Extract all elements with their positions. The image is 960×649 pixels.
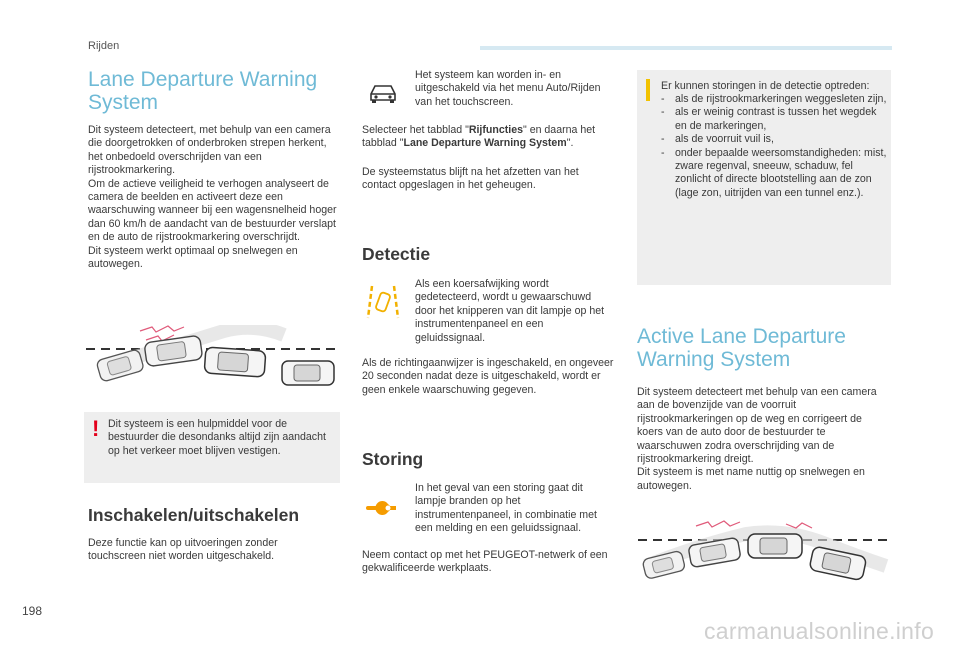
info-list [657, 93, 887, 200]
active-lane-illustration [636, 520, 894, 588]
running-header: Rijden [88, 40, 120, 52]
car-note: Het systeem kan worden in- en uitgeschakeld via het menu Auto/Rijden van het touchscreen. [415, 69, 601, 108]
section-title-storing: Storing [362, 449, 424, 469]
car-settings-icon [367, 82, 399, 104]
info-icon [646, 79, 650, 101]
section-text-inschakelen: Deze functie kan op uitvoeringen zonder touchscreen niet worden uitgeschakeld. [88, 537, 278, 563]
info-box [637, 70, 891, 285]
warning-text: Dit systeem is een hulpmiddel voor de bestuurder die desondanks altijd zijn aandacht op het verkeer moet blijven vestigen. [108, 418, 326, 457]
title-lane-departure: Lane Departure Warning System [88, 68, 318, 114]
detectie-text: Als een koersafwijking wordt gedetecteerd, wordt u gewaarschuwd door het knipperen van dit lampje op het instrumentenpaneel en een geluidssignaal. [415, 278, 605, 344]
list-item: - als er weinig contrast is tussen het wegdek en de markeringen, [657, 106, 887, 133]
list-item: - als de rijstrookmarkeringen weggesleten zijn, [657, 93, 887, 106]
status-text: De systeemstatus blijft na het afzetten van het contact opgeslagen in het geheugen. [362, 166, 579, 192]
select-tab-text: Selecteer het tabblad "Rijfuncties" en daarna het tabblad "Lane Departure Warning System". [362, 124, 596, 150]
lane-departure-illustration [84, 325, 342, 400]
active-lane-text: Dit systeem detecteert met behulp van een camera aan de bovenzijde van de voorruit rijstrookmarkeringen op de weg en corrigeert de koers van de auto door de bestuurder te waarschuwen zodra overschrijding van de rijstrookmarkering dreigt. Dit systeem is met name nuttig op snelwegen en autowegen. [637, 386, 877, 492]
watermark: carmanualsonline.info [704, 618, 935, 644]
indicator-text: Als de richtingaanwijzer is ingeschakeld, en ongeveer 20 seconden nadat deze is uitgeschakeld, wordt er geen enkele waarschuwing gegeven. [362, 357, 614, 396]
lane-warning-lamp-icon [366, 282, 400, 320]
header-bar [480, 46, 892, 50]
info-intro: Er kunnen storingen in de detectie optreden: [661, 80, 870, 92]
title-active-lane: Active Lane Departure Warning System [637, 325, 846, 371]
list-item: - als de voorruit vuil is, [657, 133, 887, 146]
page-number: 198 [22, 604, 43, 618]
contact-text: Neem contact op met het PEUGEOT-netwerk of een gekwalificeerde werkplaats. [362, 549, 608, 575]
warning-box [84, 412, 340, 483]
section-title-inschakelen: Inschakelen/uitschakelen [88, 505, 300, 525]
warning-icon: ! [92, 416, 100, 441]
storing-text: In het geval van een storing gaat dit lampje branden op het instrumentenpaneel, in combinatie met een melding en een geluidssignaal. [415, 482, 597, 535]
list-item: - onder bepaalde weersomstandigheden: mist, zware regenval, sneeuw, schaduw, fel zonlicht of directe blootstelling aan de zon (lage zon, uitrijden van een tunnel enz.). [657, 147, 887, 201]
section-title-detectie: Detectie [362, 244, 431, 264]
intro-text: Dit systeem detecteert, met behulp van een camera die doorgetrokken of onderbroken strepen herkent, het onbedoeld overschrijden van een rijstrookmarkering. Om de actieve veiligheid te verhogen analyseert de camera de beelden en activeert deze een waarschuwing wanneer bij een wagensnelheid hoger dan 60 km/h de aandacht van de bestuurder verslapt en de auto de rijstrookmarkering overschrijdt. Dit systeem werkt optimaal op snelwegen en autowegen. [88, 124, 337, 271]
wrench-icon [366, 496, 400, 516]
